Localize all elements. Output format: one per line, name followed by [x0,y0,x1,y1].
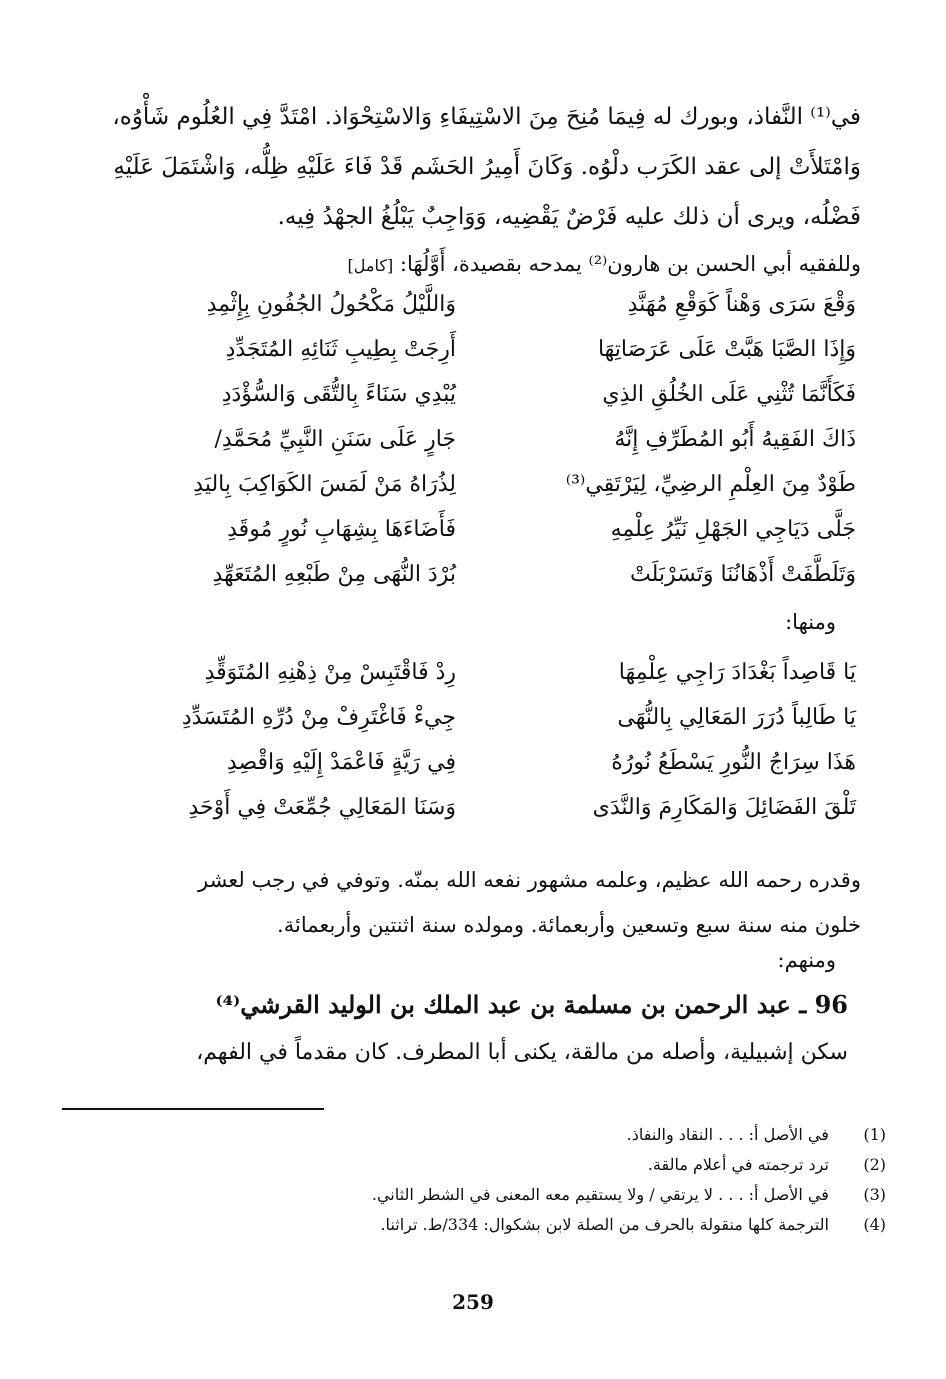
verse-second-hemistich: وَسَنَا المَعَالِي جُمِّعَتْ فِي أَوْحَدِ [188,795,456,820]
verse-first-hemistich: يَا قَاصِداً بَغْدَادَ رَاجِي عِلْمِهَا [618,660,856,685]
intro-line: فَضْلُه، ويرى أن ذلك عليه فَرْضٌ يَقْضِيه، وَوَاجِبٌ يَبْلُغُ الجهْدُ فِيه. [277,204,861,230]
footnote-text: الترجمة كلها منقولة بالحرف من الصلة لابن بشكوال: 334/ط. تراثنا. [380,1215,829,1234]
verse [66,292,856,337]
footnote-number: (4) [863,1215,886,1234]
verse [66,705,856,750]
verse [66,795,856,840]
intro-line: في⁽¹⁾ النَّفاذ، وبورك له فِيمَا مُنِحَ مِنَ الاسْتِيفَاءِ وَالاسْتِحْوَاذ. امْتَدَّ فِي العُلُوم شَأْوُه، [112,104,861,130]
footnote-text: في الأصل أ: . . . لا يرتقي / ولا يستقيم معه المعنى في الشطر الثاني. [371,1185,829,1204]
poem-intro-text: وللفقيه أبي الحسن بن هارون⁽²⁾ يمدحه بقصيدة، أَوَّلُهَا: [399,252,861,276]
footnote-number: (2) [863,1155,886,1174]
verse [66,337,856,382]
entry-heading: 96 ـ عبد الرحمن بن مسلمة بن عبد الملك بن الوليد القرشي⁽⁴⁾ [215,990,848,1019]
verse-first-hemistich: طَوْدٌ مِنَ العِلْمِ الرضِيِّ، لِيَرْتَقِي⁽³⁾ [565,472,856,497]
verse [66,472,856,517]
footnote-number: (1) [863,1125,886,1144]
verse [66,382,856,427]
closing-line: خلون منه سنة سبع وتسعين وأربعمائة. ومولده سنة اثنتين وأربعمائة. [277,913,861,937]
verse [66,517,856,562]
verse-second-hemistich: يُبْدِي سَنَاءً بِالتُّقَى وَالسُّؤْدَدِ [221,382,456,407]
footnote [56,1210,886,1240]
page-number: 259 [452,1290,494,1314]
footnote-text: ترد ترجمته في أعلام مالقة. [647,1155,829,1174]
poem-intro [91,244,861,286]
verse [66,660,856,705]
verse-second-hemistich: وَاللَّيْلُ مَكْحُولُ الجُفُونِ بِإِثْمِدِ [206,292,456,317]
verse-second-hemistich: رِدْ فَاقْتَبِسْ مِنْ ذِهْنِهِ المُتَوَقِّدِ [204,660,456,685]
intro-paragraph [91,92,861,242]
verse-first-hemistich: وَقْعَ سَرَى وَهْناً كَوَقْعِ مُهَنَّدِ [627,292,856,317]
footnote-number: (3) [863,1185,886,1204]
among-them-label: ومنهم: [777,948,836,972]
verse-second-hemistich: فَأَضَاءَهَا بِشِهَابِ نُورٍ مُوقَدِ [227,517,456,542]
verse-first-hemistich: ذَاكَ الفَقِيهُ أَبُو المُطَرِّفِ إِنَّهُ [614,427,856,452]
verse-first-hemistich: يَا طَالِباً دُرَرَ المَعَالِي بِالنُّهَى [617,705,856,730]
footnotes [56,1120,886,1240]
footnote-text: في الأصل أ: . . . النقاد والنفاذ. [626,1125,829,1144]
footnote [56,1150,886,1180]
verse-second-hemistich: لِذُرَاهُ مَنْ لَمَسَ الكَوَاكِبَ بِاليَدِ [193,472,456,497]
meter-label: [كامل] [347,256,394,275]
verse-second-hemistich: جِيءْ فَاغْتَرِفْ مِنْ دُرِّهِ المُتَسَدِّدِ [181,705,456,730]
verse-first-hemistich: وَإِذَا الصَّبَا هَبَّتْ عَلَى عَرَصَاتِهَا [597,337,856,362]
from-it-label: ومنها: [785,610,836,634]
verse-second-hemistich: فِي رَيَّةٍ فَاعْمَدْ إِلَيْهِ وَاقْصِدِ [226,750,456,775]
verse-first-hemistich: جَلَّى دَيَاجِي الجَهْلِ نَيِّرُ عِلْمِهِ [610,517,856,542]
poem-first-section [66,292,856,607]
verse-first-hemistich: تَلْقَ الفَضَائِلَ وَالمَكَارِمَ وَالنَّدَى [592,795,856,820]
verse-second-hemistich: جَارٍ عَلَى سَنَنِ النَّبِيِّ مُحَمَّدِ/ [214,427,456,452]
verse [66,427,856,472]
closing-paragraph [81,858,861,948]
verse-second-hemistich: أَرِجَتْ بِطِيبِ ثَنَائِهِ المُتَجَدِّدِ [225,337,456,362]
verse [66,562,856,607]
verse-first-hemistich: وَتَلَطَّفَتْ أَذْهَانُنَا وَتَسَرْبَلَتْ [630,562,856,587]
footnote [56,1180,886,1210]
verse-first-hemistich: هَذَا سِرَاجُ النُّورِ يَسْطَعُ نُورُهُ [611,750,856,775]
verse-second-hemistich: بُرْدَ النُّهَى مِنْ طَبْعِهِ المُتَعَهِّدِ [212,562,456,587]
verse [66,750,856,795]
poem-second-section [66,660,856,840]
footnote-divider [62,1108,324,1110]
closing-line: وقدره رحمه الله عظيم، وعلمه مشهور نفعه الله بمنّه. وتوفي في رجب لعشر [197,868,861,892]
entry-body: سكن إشبيلية، وأصله من مالقة، يكنى أبا المطرف. كان مقدماً في الفهم، [196,1040,848,1065]
verse-first-hemistich: فَكَأَنَّمَا تُثْنِي عَلَى الخُلُقِ الذِي [602,382,856,407]
intro-line: وَامْتَلأَتْ إلى عقد الكَرَب دلْوُه. وَكَانَ أَمِيرُ الحَشَم قَدْ فَاءَ عَلَيْهِ ظِلُّه، وَاشْتَمَلَ عَلَيْهِ [113,154,861,180]
footnote [56,1120,886,1150]
